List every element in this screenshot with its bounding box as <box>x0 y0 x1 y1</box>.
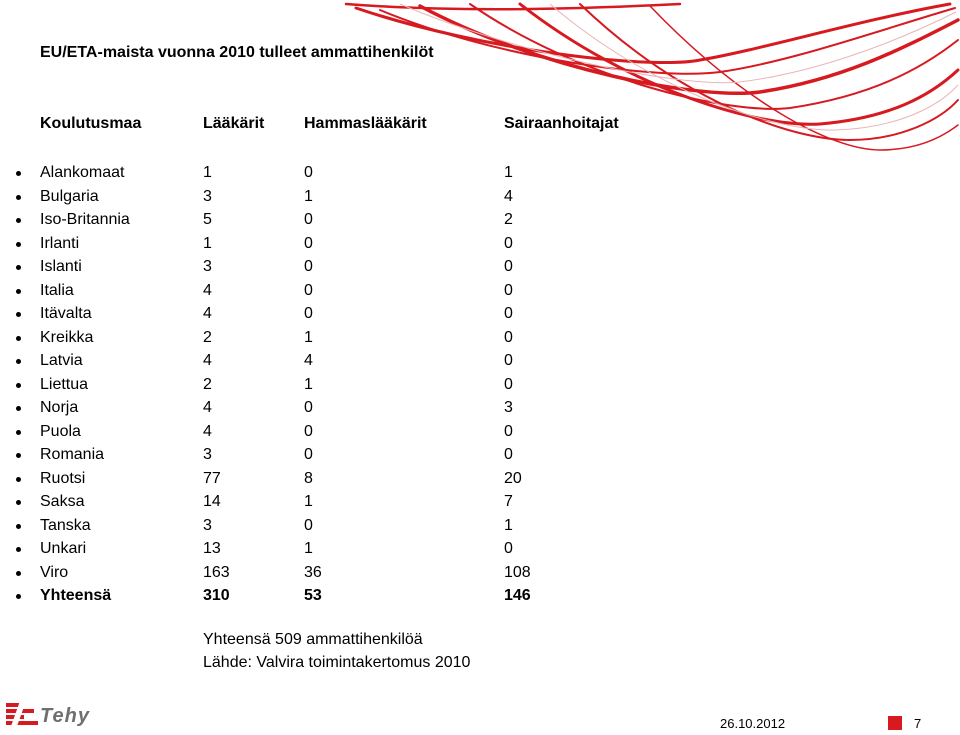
table-row <box>0 373 700 397</box>
cell-dentists: 0 <box>304 446 313 463</box>
bullet-icon <box>16 242 21 247</box>
cell-nurses: 0 <box>504 258 513 275</box>
total-note: Yhteensä 509 ammattihenkilöä <box>203 631 423 648</box>
cell-dentists: 1 <box>304 328 313 346</box>
bullet-icon <box>16 383 21 388</box>
cell-nurses: 4 <box>504 187 513 205</box>
cell-dentists: 0 <box>304 422 313 440</box>
bullet-icon <box>16 406 21 411</box>
cell-nurses: 20 <box>504 469 522 487</box>
cell-country: Viro <box>40 563 69 581</box>
cell-total-nurses: 146 <box>504 587 531 604</box>
cell-country: Islanti <box>40 258 82 275</box>
bullet-icon <box>16 289 21 294</box>
table-body <box>0 161 700 608</box>
column-header-doctors: Lääkärit <box>203 115 265 132</box>
table-row-total <box>0 584 700 608</box>
tehy-logo-text: Tehy <box>40 705 90 727</box>
cell-dentists: 0 <box>304 234 313 252</box>
cell-nurses: 0 <box>504 540 513 557</box>
cell-doctors: 13 <box>203 540 221 557</box>
cell-dentists: 1 <box>304 493 313 510</box>
cell-doctors: 3 <box>203 516 212 534</box>
cell-dentists: 0 <box>304 211 313 228</box>
cell-dentists: 0 <box>304 164 313 181</box>
cell-nurses: 0 <box>504 375 513 393</box>
bullet-icon <box>16 312 21 317</box>
cell-doctors: 4 <box>203 281 212 299</box>
cell-country: Norja <box>40 399 79 416</box>
cell-total-dentists: 53 <box>304 587 322 604</box>
red-square-icon <box>888 716 902 730</box>
tehy-logo-icon <box>4 699 40 731</box>
table-row <box>0 302 700 326</box>
table-row <box>0 467 700 491</box>
cell-nurses: 0 <box>504 305 513 322</box>
cell-dentists: 0 <box>304 516 313 534</box>
cell-doctors: 3 <box>203 446 212 463</box>
cell-dentists: 0 <box>304 399 313 416</box>
cell-dentists: 1 <box>304 187 313 205</box>
column-header-country: Koulutusmaa <box>40 115 142 132</box>
cell-dentists: 36 <box>304 563 322 581</box>
bullet-icon <box>16 171 21 176</box>
cell-country: Liettua <box>40 375 89 393</box>
bullet-icon <box>16 359 21 364</box>
cell-country: Itävalta <box>40 305 92 322</box>
cell-doctors: 77 <box>203 469 221 487</box>
cell-country: Kreikka <box>40 328 94 346</box>
cell-dentists: 1 <box>304 540 313 557</box>
bullet-icon <box>16 594 21 599</box>
cell-nurses: 2 <box>504 211 513 228</box>
cell-doctors: 1 <box>203 234 212 252</box>
table-header <box>0 115 700 137</box>
cell-country: Bulgaria <box>40 187 99 205</box>
cell-nurses: 0 <box>504 422 513 440</box>
table-row <box>0 208 700 232</box>
cell-doctors: 3 <box>203 258 212 275</box>
cell-nurses: 0 <box>504 234 513 252</box>
cell-total-label: Yhteensä <box>40 587 112 604</box>
bullet-icon <box>16 547 21 552</box>
cell-doctors: 1 <box>203 164 212 181</box>
cell-country: Ruotsi <box>40 469 86 487</box>
cell-nurses: 0 <box>504 281 513 299</box>
column-header-dentists: Hammaslääkärit <box>304 115 427 132</box>
cell-dentists: 4 <box>304 352 313 369</box>
source-note: Lähde: Valvira toimintakertomus 2010 <box>203 654 471 671</box>
cell-country: Irlanti <box>40 234 80 252</box>
cell-doctors: 14 <box>203 493 221 510</box>
bullet-icon <box>16 265 21 270</box>
table-row <box>0 232 700 256</box>
cell-dentists: 0 <box>304 281 313 299</box>
cell-country: Alankomaat <box>40 164 125 181</box>
table-row <box>0 185 700 209</box>
cell-dentists: 0 <box>304 258 313 275</box>
cell-dentists: 0 <box>304 305 313 322</box>
table-row <box>0 537 700 561</box>
cell-nurses: 7 <box>504 493 513 510</box>
cell-country: Iso-Britannia <box>40 211 130 228</box>
cell-country: Romania <box>40 446 105 463</box>
table-row <box>0 326 700 350</box>
table-row <box>0 349 700 373</box>
bullet-icon <box>16 453 21 458</box>
bullet-icon <box>16 477 21 482</box>
table-row <box>0 561 700 585</box>
bullet-icon <box>16 524 21 529</box>
cell-doctors: 2 <box>203 328 212 346</box>
table-row <box>0 420 700 444</box>
cell-doctors: 4 <box>203 305 212 322</box>
bullet-icon <box>16 195 21 200</box>
bullet-icon <box>16 500 21 505</box>
footer-date: 26.10.2012 <box>720 716 786 731</box>
cell-dentists: 1 <box>304 375 313 393</box>
bullet-icon <box>16 571 21 576</box>
cell-nurses: 0 <box>504 328 513 346</box>
table-row <box>0 490 700 514</box>
cell-nurses: 3 <box>504 399 513 416</box>
cell-total-doctors: 310 <box>203 587 230 604</box>
bullet-icon <box>16 218 21 223</box>
cell-nurses: 0 <box>504 446 513 463</box>
cell-country: Saksa <box>40 493 85 510</box>
table-row <box>0 255 700 279</box>
cell-nurses: 108 <box>504 563 531 581</box>
cell-nurses: 1 <box>504 516 513 534</box>
cell-doctors: 3 <box>203 187 212 205</box>
table-row <box>0 279 700 303</box>
cell-nurses: 0 <box>504 352 513 369</box>
cell-nurses: 1 <box>504 164 513 181</box>
cell-dentists: 8 <box>304 469 313 487</box>
cell-country: Puola <box>40 422 81 440</box>
cell-doctors: 2 <box>203 375 212 393</box>
table-row <box>0 396 700 420</box>
cell-doctors: 4 <box>203 352 212 369</box>
cell-doctors: 5 <box>203 211 212 228</box>
cell-country: Latvia <box>40 352 83 369</box>
cell-country: Tanska <box>40 516 91 534</box>
cell-doctors: 163 <box>203 563 230 581</box>
bullet-icon <box>16 430 21 435</box>
page-number: 7 <box>914 716 922 731</box>
cell-doctors: 4 <box>203 422 212 440</box>
cell-country: Unkari <box>40 540 87 557</box>
column-header-nurses: Sairaanhoitajat <box>504 115 619 132</box>
cell-doctors: 4 <box>203 399 212 416</box>
bullet-icon <box>16 336 21 341</box>
table-row <box>0 443 700 467</box>
table-row <box>0 161 700 185</box>
cell-country: Italia <box>40 281 74 299</box>
table-row <box>0 514 700 538</box>
page-title: EU/ETA-maista vuonna 2010 tulleet ammattihenkilöt <box>40 44 434 61</box>
